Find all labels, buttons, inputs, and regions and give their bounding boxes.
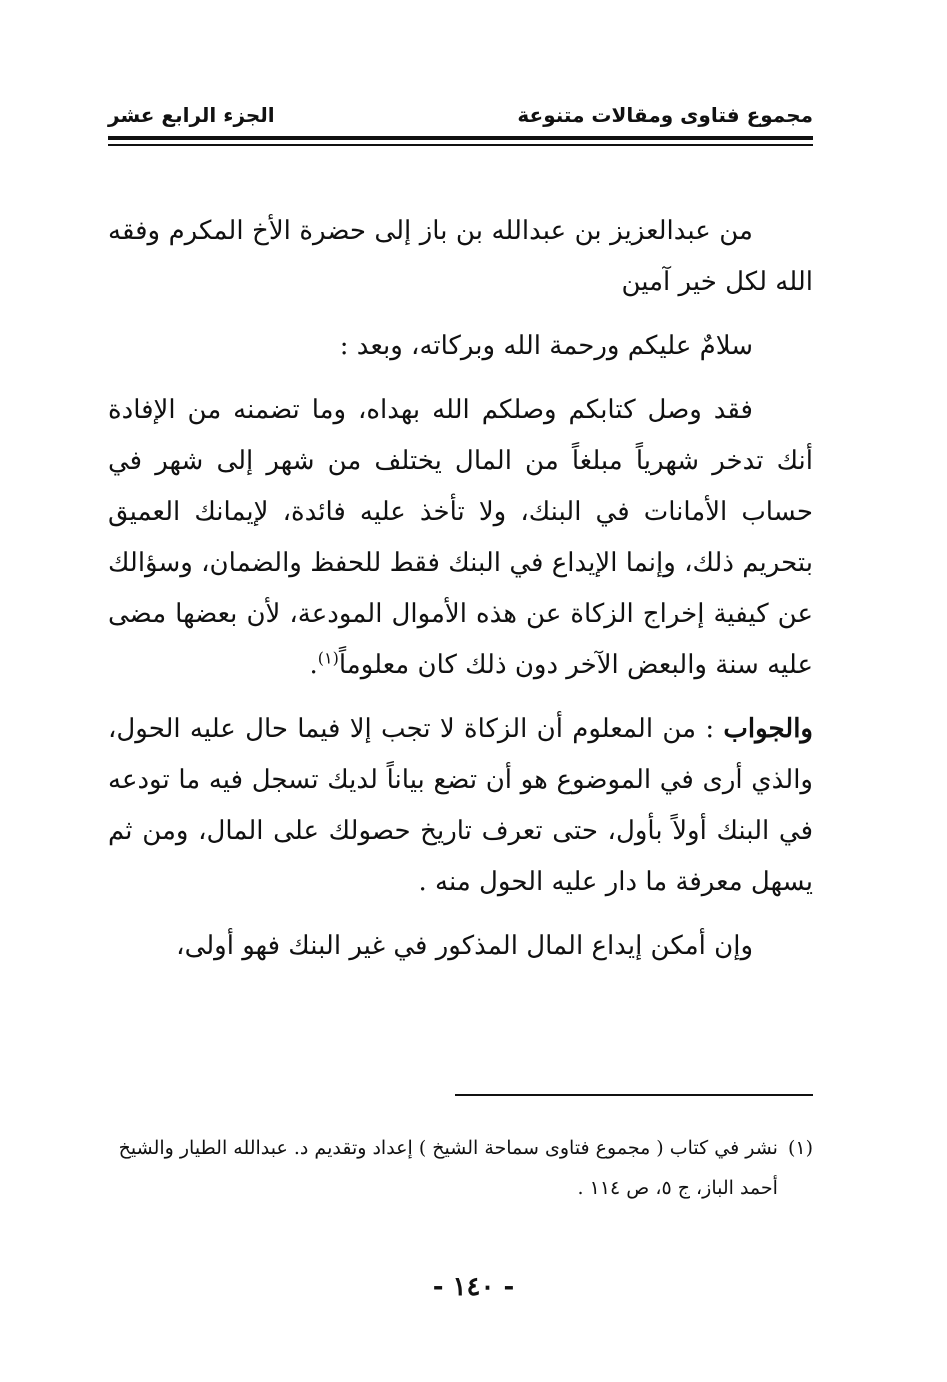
answer-paragraph (108, 704, 813, 908)
footnote-number: (١) (787, 1137, 813, 1159)
closing-paragraph: وإن أمكن إيداع المال المذكور في غير البنك فهو أولى، (176, 931, 753, 961)
footnote-text: نشر في كتاب ( مجموع فتاوى سماحة الشيخ ) إعداد وتقديم د. عبدالله الطيار والشيخ أحمد الباز، ج ٥، ص ١١٤ . (118, 1137, 778, 1199)
header-rule (108, 136, 813, 140)
footnote (108, 1128, 813, 1208)
answer-lead: والجواب (723, 714, 813, 744)
running-header (108, 98, 813, 132)
header-rule-thin (108, 144, 813, 146)
volume-label: الجزء الرابع عشر (108, 103, 275, 127)
book-title: مجموع فتاوى ومقالات متنوعة (517, 103, 813, 127)
footnote-divider (455, 1094, 813, 1096)
question-paragraph (108, 385, 813, 691)
question-text: فقد وصل كتابكم وصلكم الله بهداه، وما تضمنه من الإفادة أنك تدخر شهرياً مبلغاً من المال يختلف من شهر إلى شهر في حساب الأمانات في البنك، ولا تأخذ عليه فائدة، لإيمانك العميق بتحريم ذلك، وإنما الإيداع في البنك فقط للحفظ والضمان، وسؤالك عن كيفية إخراج الزكاة عن هذه الأموال المودعة، لأن بعضها مضى عليه سنة والبعض الآخر دون ذلك كان معلوماً (108, 395, 813, 680)
answer-text: : من المعلوم أن الزكاة لا تجب إلا فيما حال عليه الحول، والذي أرى في الموضوع هو أن تضع بياناً لديك تسجل فيه ما تودعه في البنك أولاً بأول، حتى تعرف تاريخ حصولك على المال، ومن ثم يسهل معرفة ما دار عليه الحول منه . (108, 714, 813, 897)
page-number: - ١٤٠ - (432, 1272, 515, 1302)
salutation-paragraph: من عبدالعزيز بن عبدالله بن باز إلى حضرة الأخ المكرم وفقه الله لكل خير آمين (108, 216, 813, 297)
question-end: . (309, 650, 318, 680)
greeting-paragraph: سلامٌ عليكم ورحمة الله وبركاته، وبعد : (339, 331, 753, 361)
footnote-reference: (١) (317, 648, 339, 668)
body-text (108, 206, 813, 985)
